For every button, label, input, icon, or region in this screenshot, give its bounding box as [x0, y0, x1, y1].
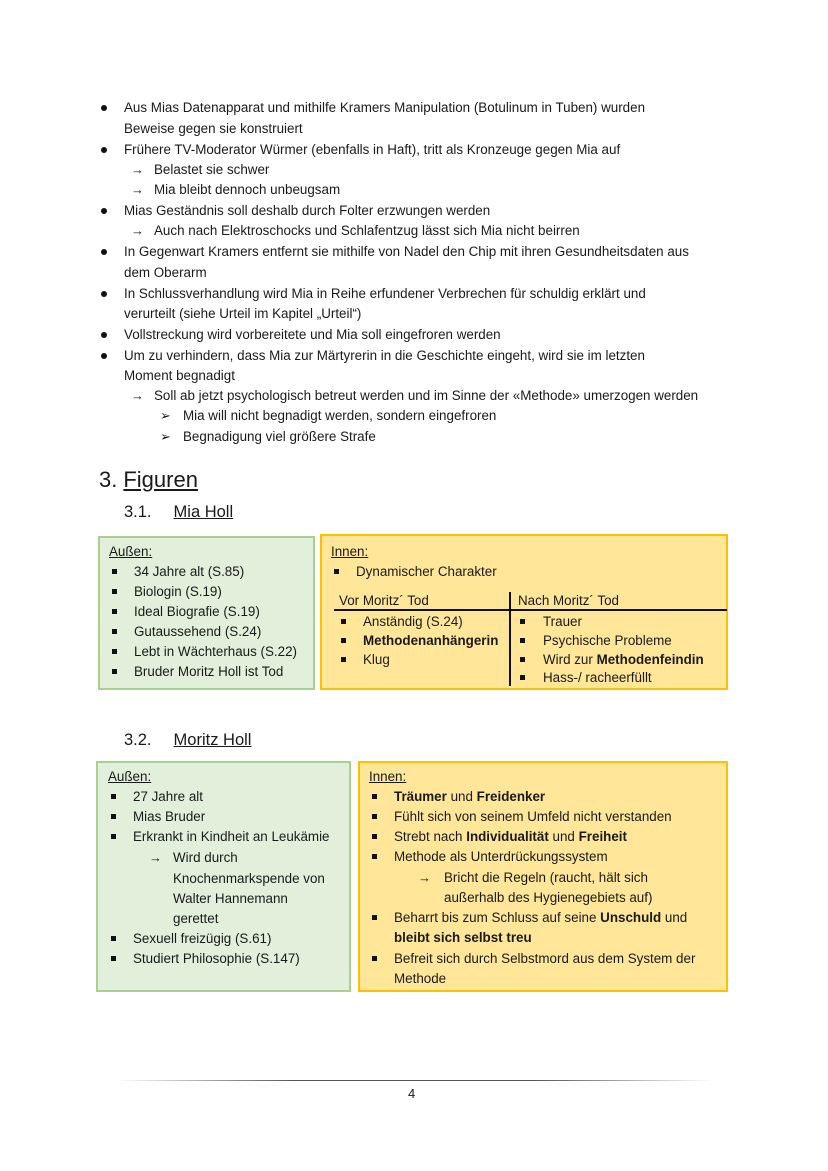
sub-item: Soll ab jetzt psychologisch betreut werden und im Sinne der «Methode» umerzogen werden — [154, 388, 699, 403]
aussen-sub-item: gerettet — [173, 911, 219, 926]
square-bullet-icon — [372, 794, 377, 799]
aussen-item: Bruder Moritz Holl ist Tod — [134, 664, 284, 679]
bullet-dot — [101, 332, 107, 338]
innen-text: und — [661, 910, 688, 925]
column-header-after: Nach Moritz´ Tod — [518, 593, 619, 608]
aussen-sub-item: Knochenmarkspende von — [173, 871, 325, 886]
aussen-item: 27 Jahre alt — [133, 789, 203, 804]
table-header-rule — [334, 609, 727, 611]
section-number: 3. — [99, 467, 118, 492]
after-item: Psychische Probleme — [543, 633, 672, 648]
before-item: Anständig (S.24) — [363, 614, 463, 629]
moritz-aussen-box — [96, 761, 351, 992]
after-item-text: Wird zur — [543, 652, 597, 667]
column-header-before: Vor Moritz´ Tod — [339, 593, 429, 608]
sub-item: Mia bleibt dennoch unbeugsam — [154, 182, 341, 197]
mia-aussen-box — [98, 536, 315, 690]
square-bullet-icon — [111, 834, 116, 839]
aussen-item: Lebt in Wächterhaus (S.22) — [134, 644, 298, 659]
table-column-rule — [509, 592, 511, 686]
subsection-heading-mia — [124, 500, 233, 524]
bullet-dot — [101, 249, 107, 255]
before-item: Klug — [363, 652, 390, 667]
aussen-item: Erkrankt in Kindheit an Leukämie — [133, 829, 330, 844]
aussen-item: 34 Jahre alt (S.85) — [134, 564, 245, 579]
square-bullet-icon — [111, 936, 116, 941]
list-item: Frühere TV-Moderator Würmer (ebenfalls in Haft), tritt als Kronzeuge gegen Mia auf — [124, 142, 621, 157]
innen-text: und — [548, 829, 579, 844]
subsection-heading-moritz — [124, 728, 251, 752]
arrow-right-icon: → — [131, 182, 144, 197]
list-item-cont: Beweise gegen sie konstruiert — [124, 121, 303, 136]
innen-item: Befreit sich durch Selbstmord aus dem System der — [394, 951, 696, 966]
page-number: 4 — [408, 1086, 416, 1101]
list-item: Um zu verhindern, dass Mia zur Märtyrerin in die Geschichte eingeht, wird sie im letzten — [124, 348, 645, 363]
section-title: Figuren — [123, 467, 198, 492]
triangle-bullet-icon: ➢ — [160, 408, 171, 423]
subsection-title: Moritz Holl — [173, 731, 252, 749]
bullet-dot — [101, 291, 107, 297]
innen-bold: Individualität — [466, 829, 549, 844]
arrow-right-icon: → — [131, 388, 144, 403]
square-bullet-icon — [372, 915, 377, 920]
square-bullet-icon — [372, 956, 377, 961]
aussen-item: Mias Bruder — [133, 809, 206, 824]
square-bullet-icon — [520, 619, 525, 624]
square-bullet-icon — [520, 638, 525, 643]
after-item: Hass-/ racheerfüllt — [543, 670, 652, 685]
section-heading — [99, 465, 198, 495]
aussen-label: Außen: — [109, 544, 153, 559]
bullet-dot — [101, 147, 107, 153]
innen-bold: Freiheit — [578, 829, 627, 844]
innen-item — [394, 908, 687, 928]
moritz-innen-box — [358, 761, 728, 992]
square-bullet-icon — [111, 814, 116, 819]
subsub-item: Mia will nicht begnadigt werden, sondern eingefroren — [183, 408, 497, 423]
innen-text: und — [446, 789, 477, 804]
list-item: Vollstreckung wird vorbereitete und Mia soll eingefroren werden — [124, 327, 501, 342]
list-item-cont: dem Oberarm — [124, 265, 207, 280]
aussen-item: Ideal Biografie (S.19) — [134, 604, 260, 619]
list-item: In Schlussverhandlung wird Mia in Reihe erfundener Verbrechen für schuldig erklärt und — [124, 286, 646, 301]
bullet-dot — [101, 208, 107, 214]
innen-text: Strebt nach — [394, 829, 467, 844]
triangle-bullet-icon: ➢ — [160, 429, 171, 444]
aussen-item: Sexuell freizügig (S.61) — [133, 931, 272, 946]
arrow-right-icon: → — [131, 223, 144, 238]
innen-item — [394, 827, 627, 847]
subsub-item: Begnadigung viel größere Strafe — [183, 429, 376, 444]
mia-innen-box — [320, 534, 728, 690]
innen-item-cont: bleibt sich selbst treu — [394, 930, 532, 945]
square-bullet-icon — [341, 638, 346, 643]
aussen-sub-item: Wird durch — [173, 850, 238, 865]
after-item — [543, 650, 704, 670]
before-item: Methodenanhängerin — [363, 633, 499, 648]
innen-bold: Freidenker — [476, 789, 546, 804]
list-item: In Gegenwart Kramers entfernt sie mithilfe von Nadel den Chip mit ihren Gesundheitsdaten aus — [124, 244, 689, 259]
aussen-label: Außen: — [108, 769, 152, 784]
arrow-right-icon: → — [418, 870, 431, 885]
bullet-dot — [101, 353, 107, 359]
innen-label: Innen: — [331, 544, 369, 559]
bullet-dot — [101, 105, 107, 111]
arrow-right-icon: → — [149, 850, 162, 865]
aussen-item: Studiert Philosophie (S.147) — [133, 951, 300, 966]
arrow-right-icon: → — [131, 162, 144, 177]
after-item-bold: Methodenfeindin — [596, 652, 704, 667]
square-bullet-icon — [111, 794, 116, 799]
square-bullet-icon — [334, 569, 339, 574]
innen-item — [394, 787, 545, 807]
innen-bold: Unschuld — [600, 910, 662, 925]
square-bullet-icon — [112, 649, 117, 654]
square-bullet-icon — [112, 669, 117, 674]
innen-label: Innen: — [369, 769, 407, 784]
square-bullet-icon — [112, 589, 117, 594]
list-item-cont: Moment begnadigt — [124, 368, 235, 383]
square-bullet-icon — [520, 657, 525, 662]
innen-text: Beharrt bis zum Schluss auf seine — [394, 910, 601, 925]
subsection-title: Mia Holl — [173, 503, 234, 521]
square-bullet-icon — [520, 675, 525, 680]
innen-bold: Träumer — [394, 789, 447, 804]
square-bullet-icon — [341, 619, 346, 624]
square-bullet-icon — [372, 854, 377, 859]
square-bullet-icon — [112, 629, 117, 634]
sub-item: Auch nach Elektroschocks und Schlafentzug lässt sich Mia nicht beirren — [154, 223, 580, 238]
innen-sub-item: außerhalb des Hygienegebiets auf) — [444, 890, 653, 905]
after-item: Trauer — [543, 614, 582, 629]
subsection-number: 3.2. — [124, 731, 152, 749]
aussen-item: Biologin (S.19) — [134, 584, 222, 599]
square-bullet-icon — [341, 657, 346, 662]
footer-divider — [115, 1080, 713, 1081]
list-item: Mias Geständnis soll deshalb durch Folter erzwungen werden — [124, 203, 491, 218]
aussen-item: Gutaussehend (S.24) — [134, 624, 262, 639]
aussen-sub-item: Walter Hannemann — [173, 891, 288, 906]
square-bullet-icon — [372, 814, 377, 819]
innen-item: Methode als Unterdrückungssystem — [394, 849, 608, 864]
subsection-number: 3.1. — [124, 503, 152, 521]
sub-item: Belastet sie schwer — [154, 162, 270, 177]
innen-item: Fühlt sich von seinem Umfeld nicht verstanden — [394, 809, 672, 824]
square-bullet-icon — [372, 834, 377, 839]
square-bullet-icon — [111, 956, 116, 961]
list-item: Aus Mias Datenapparat und mithilfe Kramers Manipulation (Botulinum in Tuben) wurden — [124, 100, 646, 115]
innen-item-cont: Methode — [394, 971, 447, 986]
square-bullet-icon — [112, 609, 117, 614]
list-item-cont: verurteilt (siehe Urteil im Kapitel „Urteil“) — [124, 306, 362, 321]
square-bullet-icon — [112, 569, 117, 574]
innen-item: Dynamischer Charakter — [356, 564, 497, 579]
innen-sub-item: Bricht die Regeln (raucht, hält sich — [444, 870, 648, 885]
